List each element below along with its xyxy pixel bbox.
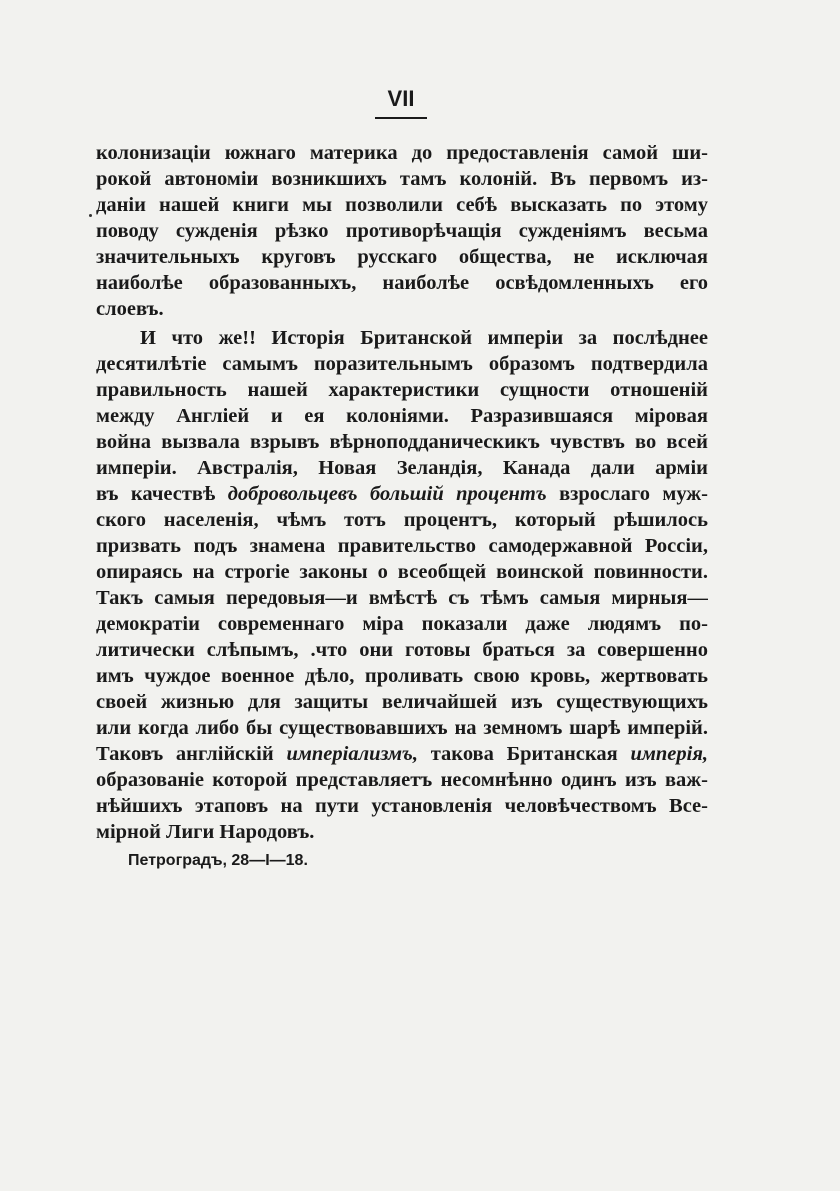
- text-line: колонизаціи южнаго материка до предоставленія самой ши-: [96, 142, 708, 164]
- text-span: такова Британская: [430, 743, 618, 765]
- italic-emphasis: имперія,: [630, 743, 708, 765]
- body-text: [96, 140, 708, 845]
- text-line: мірной Лиги Народовъ.: [96, 821, 315, 843]
- text-line: правильность нашей характеристики сущности отношеній: [96, 379, 708, 401]
- text-span: въ качествѣ: [96, 483, 216, 505]
- text-line: война вызвала взрывъ вѣрноподданическикъ чувствъ во всей: [96, 431, 708, 453]
- text-line: призвать подъ знамена правительство самодержавной Россіи,: [96, 535, 708, 557]
- text-line: [96, 741, 708, 767]
- text-span: взрослаго муж-: [559, 483, 708, 505]
- text-line: или когда либо бы существовавшихъ на земномъ шарѣ имперій.: [96, 717, 708, 739]
- text-line: опираясь на строгіе законы о всеобщей воинской повинности.: [96, 561, 708, 583]
- text-line: своей жизнью для защиты величайшей изъ существующихъ: [96, 691, 708, 713]
- italic-emphasis: добровольцевъ большій процентъ: [227, 483, 547, 505]
- text-line: значительныхъ круговъ русскаго общества, не исключая: [96, 246, 708, 268]
- place-date-signature: Петроградъ, 28—I—18.: [128, 852, 308, 869]
- text-line: даніи нашей книги мы позволили себѣ высказать по этому: [96, 194, 708, 216]
- paragraph-1: [96, 140, 708, 322]
- text-line: [96, 481, 708, 507]
- text-line: И что же!! Исторія Британской имперіи за послѣднее: [140, 327, 708, 349]
- text-line: Такъ самыя передовыя—и вмѣстѣ съ тѣмъ самыя мирныя—: [96, 587, 708, 609]
- margin-mark: [89, 214, 92, 217]
- paragraph-2: [96, 325, 708, 845]
- text-line: наиболѣе образованныхъ, наиболѣе освѣдомленныхъ его: [96, 272, 708, 294]
- text-line: нѣйшихъ этаповъ на пути установленія человѣчествомъ Все-: [96, 795, 708, 817]
- text-line: демократіи современнаго міра показали даже людямъ по-: [96, 613, 708, 635]
- text-line: поводу сужденія рѣзко противорѣчащія сужденіямъ весьма: [96, 220, 708, 242]
- italic-emphasis: имперіализмъ,: [286, 743, 418, 765]
- text-line: десятилѣтіе самымъ поразительнымъ образомъ подтвердила: [96, 353, 708, 375]
- page-number: VII: [387, 86, 415, 111]
- page-number-rule: [375, 117, 427, 119]
- text-line: имперіи. Австралія, Новая Зеландія, Канада дали арміи: [96, 457, 708, 479]
- text-line: имъ чуждое военное дѣло, проливать свою кровь, жертвовать: [96, 665, 708, 687]
- text-line: рокой автономіи возникшихъ тамъ колоній. Въ первомъ из-: [96, 168, 708, 190]
- text-line: образованіе которой представляетъ несомнѣнно одинъ изъ важ-: [96, 769, 708, 791]
- text-line: между Англіей и ея колоніями. Разразившаяся міровая: [96, 405, 708, 427]
- text-line: ского населенія, чѣмъ тотъ процентъ, который рѣшилось: [96, 509, 708, 531]
- text-line: слоевъ.: [96, 298, 164, 320]
- text-span: Таковъ англійскій: [96, 743, 274, 765]
- text-line: литически слѣпымъ, .что они готовы браться за совершенно: [96, 639, 708, 661]
